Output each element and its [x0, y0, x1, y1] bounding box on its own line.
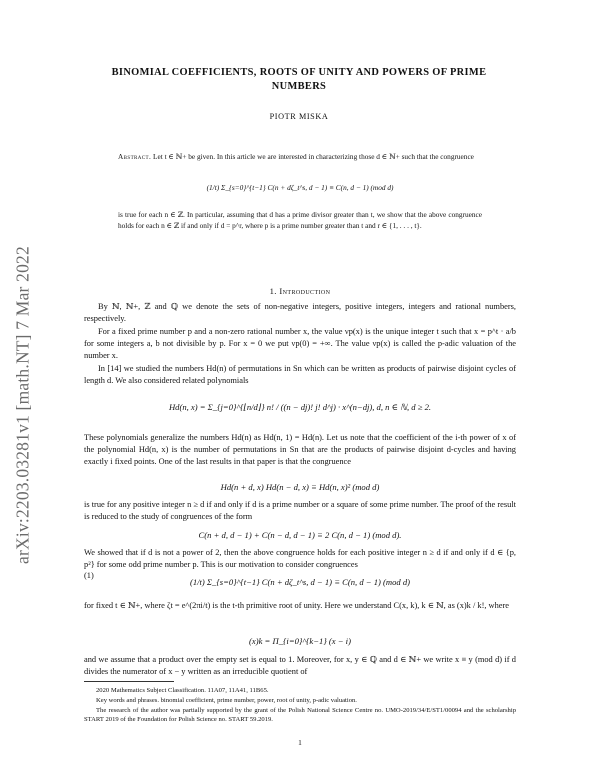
paragraph-3: In [14] we studied the numbers Hd(n) of permutations in Sn which can be written as products of pairwise disjoint cycles of length d. We also considered related polynomials	[84, 364, 516, 386]
abstract-text-1: Let t ∈ ℕ+ be given. In this article we are interested in characterizing those d ∈ ℕ+ such that the congruence	[153, 152, 474, 161]
equation-falling-factorial: (x)k = Π_{i=0}^{k−1} (x − i)	[249, 636, 351, 646]
footnote-funding: The research of the author was partially supported by the grant of the Polish National Science Centre no. UMO-2019/34/E/ST1/00094 and the scholarship START 2019 of the Foundation for Polish Science no. START 59.2019.	[84, 707, 516, 724]
equation-hd-congruence: Hd(n + d, x) Hd(n − d, x) ≡ Hd(n, x)² (mod d)	[220, 482, 380, 492]
paragraph-1: By ℕ, ℕ+, ℤ and ℚ we denote the sets of non-negative integers, positive integers, integers and rational numbers, respectively.	[84, 302, 516, 324]
paragraph-6: We showed that if d is not a power of 2, then the above congruence holds for each positive integer n ≥ d if and only if d ∈ {p, p²} for some odd prime number p. This is our motivation to consider congruences	[84, 548, 516, 570]
paragraph-7: for fixed t ∈ ℕ+, where ζt = e^(2πi/t) is the t-th primitive root of unity. Here we understand C(x, k), k ∈ ℕ, as (x)k / k!, where	[84, 601, 510, 610]
page-number: 1	[298, 738, 302, 747]
footnote-msc: 2020 Mathematics Subject Classification. 11A07, 11A41, 11B65.	[96, 687, 269, 694]
paragraph-4: These polynomials generalize the numbers Hd(n) as Hd(n, 1) = Hd(n). Let us note that the coefficient of the i-th power of x of the polynomial Hd(n, x) is the number of permutations in Sn that are the products of pairwise disjoint d-cycles and having exactly i fixed points. One of the last results in that paper is that the congruence	[84, 433, 516, 467]
author-name: PIOTR MISKA	[269, 112, 329, 121]
arxiv-identifier-margin	[10, 160, 36, 650]
abstract-label: Abstract.	[118, 152, 152, 161]
arxiv-identifier: arXiv:2203.03281v1 [math.NT] 7 Mar 2022	[12, 246, 33, 564]
section-heading: 1. Introduction	[269, 286, 331, 296]
footnote-keywords: Key words and phrases. binomial coefficient, prime number, power, root of unity, p-adic valuation.	[96, 697, 357, 704]
paragraph-5: is true for any positive integer n ≥ d if and only if d is a prime number or a square of some prime number. The proof of the result is reduced to the study of congruences of the form	[84, 500, 516, 522]
abstract-text-2: is true for each n ∈ ℤ. In particular, assuming that d has a prime divisor greater than t, we show that the above congruence holds for each n ∈ ℤ if and only if d = p^r, where p is a prime number greater than t and r ∈ {1, . . . , t}.	[118, 210, 482, 230]
paragraph-2: For a fixed prime number p and a non-zero rational number x, the value νp(x) is the unique integer t such that x = p^t · a/b for some integers a, b not divisible by p. For x = 0 we put νp(0) = +∞. The value νp(x) is called the p-adic valuation of the number x.	[84, 327, 516, 361]
equation-hd-polynomial: Hd(n, x) = Σ_{j=0}^{⌊n/d⌋} n! / ((n − dj)! j! d^j) · x^(n−dj), d, n ∈ ℕ, d ≥ 2.	[168, 402, 432, 412]
abstract-equation: (1/t) Σ_{s=0}^{t−1} C(n + dζ_t^s, d − 1) ≡ C(n, d − 1) (mod d)	[206, 183, 394, 192]
equation-1-number: (1)	[84, 571, 94, 580]
paper-title: BINOMIAL COEFFICIENTS, ROOTS OF UNITY AND POWERS OF PRIME NUMBERS	[111, 67, 487, 92]
equation-1: (1/t) Σ_{s=0}^{t−1} C(n + dζ_t^s, d − 1) ≡ C(n, d − 1) (mod d)	[189, 577, 410, 587]
abstract-block	[118, 152, 482, 163]
equation-binomial-congruence: C(n + d, d − 1) + C(n − d, d − 1) ≡ 2 C(n, d − 1) (mod d).	[198, 530, 402, 540]
footnote-rule	[84, 681, 174, 682]
paragraph-8: and we assume that a product over the empty set is equal to 1. Moreover, for x, y ∈ ℚ and d ∈ ℕ+ we write x ≡ y (mod d) if d divides the numerator of x − y written as an irreducible quotient of	[84, 655, 516, 677]
